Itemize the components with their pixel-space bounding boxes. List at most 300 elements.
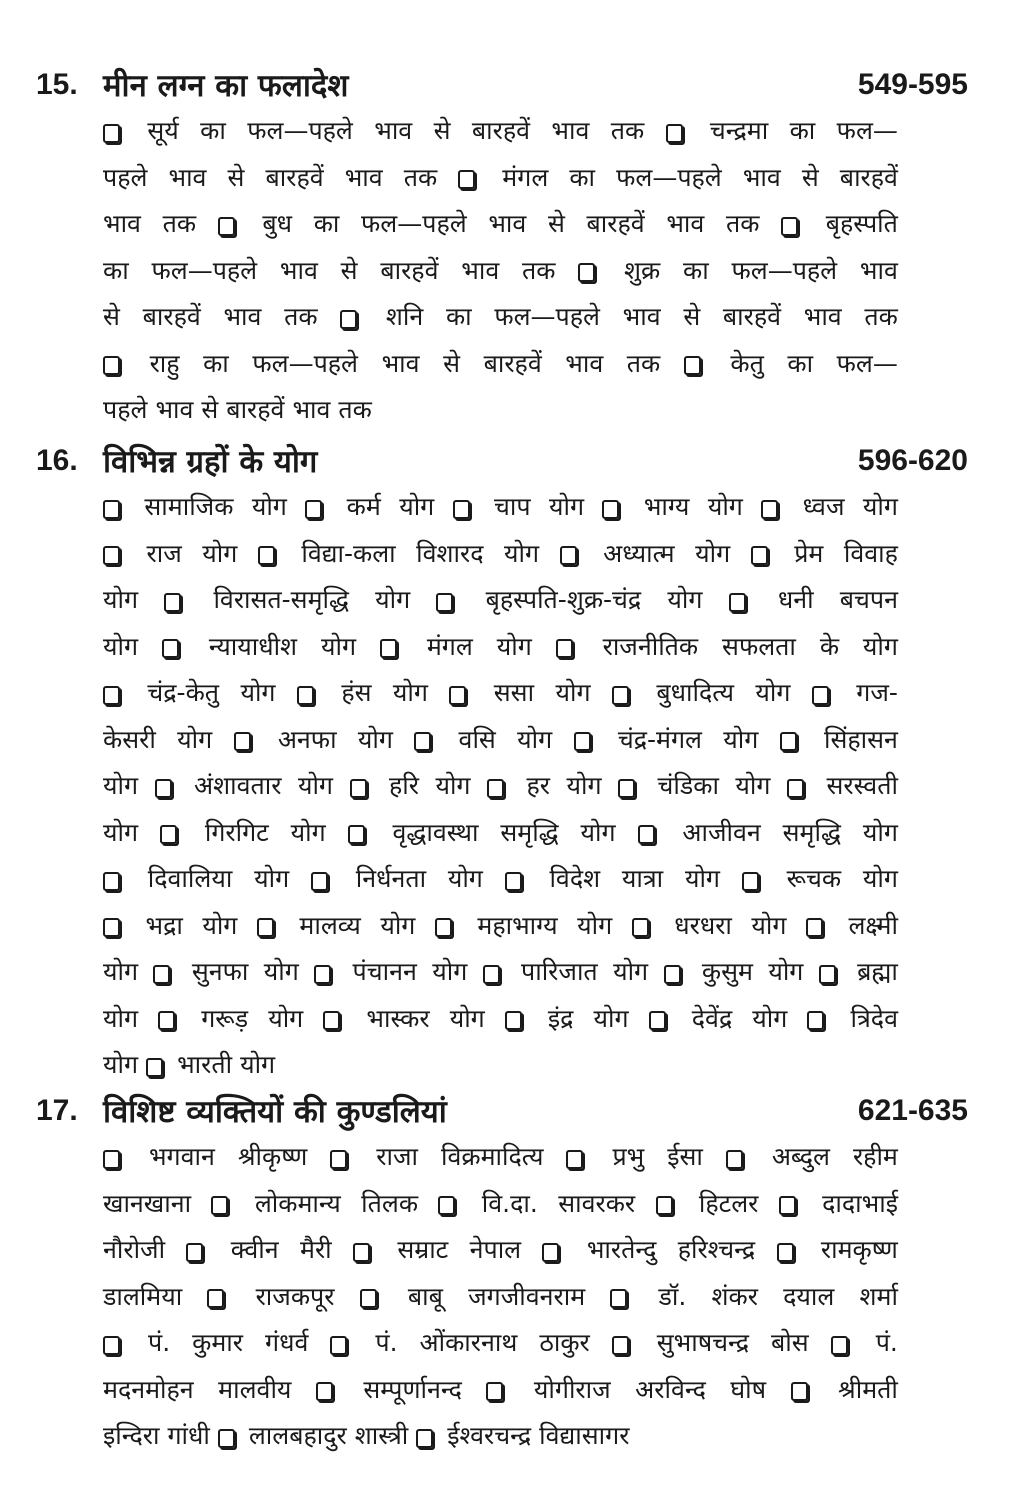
word: योग [735, 771, 771, 800]
bullet-box-icon [103, 872, 120, 891]
bullet-box-icon [726, 1150, 743, 1169]
word: बारहवें [142, 302, 201, 331]
text-line [103, 387, 898, 434]
word: इंद्र [547, 1003, 574, 1033]
bullet-box-icon [602, 500, 619, 519]
section-title: विभिन्न ग्रहों के योग [103, 444, 318, 480]
word: बारहवें [722, 302, 782, 331]
word: विवाह [843, 538, 898, 568]
bullet-box-icon [103, 356, 120, 375]
word: पारिजात [521, 957, 598, 986]
word: योग [555, 678, 591, 707]
word: योग [297, 771, 334, 800]
bullet-box-icon [812, 686, 829, 705]
word: अरविन्द [635, 1374, 706, 1404]
word: भाव [223, 302, 262, 331]
text-line [103, 670, 898, 717]
word: बृहस्पति-शुक्र-चंद्र [485, 585, 642, 614]
word: गंधर्व [265, 1328, 309, 1357]
section-heading [0, 62, 1010, 110]
bullet-box-icon [323, 1011, 340, 1030]
word: तक [284, 302, 318, 331]
text-line [103, 294, 898, 341]
bullet-box-icon [729, 593, 746, 612]
text-line [103, 903, 898, 950]
word: का [103, 255, 129, 285]
word: राहु [149, 348, 180, 378]
word: योग [435, 771, 471, 800]
word: योग [392, 678, 428, 707]
bullet-box-icon [819, 965, 836, 984]
word: विद्या-कला [301, 538, 396, 568]
page-range: 596-620 [857, 444, 968, 477]
word: बारहवें [586, 209, 645, 238]
word: रामकृष्ण [820, 1235, 898, 1264]
bullet-box-icon [350, 779, 367, 798]
word: डालमिया [103, 1281, 183, 1311]
word: योग [290, 817, 326, 847]
word: न्यायाधीश [208, 631, 298, 661]
word: योग [202, 910, 238, 940]
word: प्रभु [612, 1142, 645, 1171]
word: समृद्धि [500, 817, 559, 847]
word: कर्म [346, 492, 381, 521]
word: डॉ. [658, 1281, 687, 1311]
word: योग [751, 910, 787, 940]
word: गरूड़ [201, 1003, 249, 1033]
word: योग [496, 631, 532, 661]
word: घोष [730, 1374, 767, 1404]
bullet-box-icon [207, 1289, 224, 1308]
word: धनी [777, 585, 814, 614]
word: से [443, 348, 460, 378]
word: निर्धनता [355, 864, 427, 893]
word: योग [580, 817, 616, 847]
word: योग [449, 1003, 485, 1033]
word: तक [403, 162, 438, 192]
word: योग [251, 492, 287, 521]
word: सफलता [722, 631, 796, 661]
word: बुधादित्य [656, 678, 734, 707]
word: ब्रह्मा [857, 957, 898, 986]
word: शुक्र [624, 255, 661, 285]
text-line [103, 856, 898, 903]
word: योग [752, 1003, 788, 1033]
word: योग [566, 771, 602, 800]
word: से [103, 302, 120, 331]
word: योग [862, 864, 898, 893]
word: भद्रा [145, 910, 183, 940]
bullet-box-icon [103, 1336, 120, 1355]
word: ठाकुर [539, 1328, 590, 1357]
section-number: 17. [36, 1094, 78, 1127]
bullet-box-icon [186, 1243, 203, 1262]
bullet-box-icon [486, 1382, 503, 1401]
bullet-box-icon [258, 546, 275, 565]
bullet-box-icon [779, 1196, 796, 1215]
bullet-box-icon [742, 872, 759, 891]
word: तक [610, 116, 645, 145]
bullet-box-icon [807, 1011, 824, 1030]
word: त्रिदेव [850, 1003, 898, 1033]
word: अध्यात्म [603, 538, 675, 568]
word: भाव [666, 209, 705, 238]
bullet-box-icon [257, 918, 274, 937]
bullet-box-icon [566, 1150, 583, 1169]
word: भाव [103, 209, 141, 238]
word: योग [103, 631, 139, 661]
bullet-box-icon [314, 965, 331, 984]
word: केतु [730, 348, 764, 378]
word: बारहवें [471, 116, 531, 145]
word: योग [177, 724, 213, 754]
word: योग [399, 492, 435, 521]
word: इन्दिरा [103, 1421, 160, 1450]
bullet-box-icon [780, 732, 797, 751]
word: बचपन [839, 585, 898, 614]
word: पं. [375, 1328, 398, 1357]
word: का [200, 116, 226, 145]
word: योग [862, 631, 898, 661]
word: योग [695, 538, 731, 568]
bullet-box-icon [330, 1336, 347, 1355]
word: योग [504, 538, 540, 568]
word: प्रेम [794, 538, 824, 568]
word: वृद्धावस्था [392, 817, 479, 847]
word: पहले [103, 162, 148, 192]
word: कुसुम [701, 957, 753, 986]
word: विद्यासागर [539, 1421, 630, 1450]
word: राज [146, 538, 182, 568]
word: मालवीय [218, 1374, 292, 1404]
word: सिंहासन [823, 724, 898, 754]
word: सुनफा [191, 957, 249, 986]
bullet-box-icon [103, 686, 120, 705]
word: लालबहादुर [248, 1421, 347, 1450]
word: सावरकर [558, 1188, 636, 1218]
word: बारहवें [380, 255, 439, 285]
bullet-box-icon [218, 1429, 235, 1448]
word: सुभाषचन्द्र [656, 1328, 750, 1357]
word: के [819, 631, 840, 661]
word: दयाल [783, 1281, 835, 1311]
word: योग [263, 957, 299, 986]
word: हरि [388, 771, 419, 800]
word: योग [103, 585, 139, 614]
word: क्वीन [230, 1235, 279, 1264]
word: हरिश्चन्द्र [677, 1235, 756, 1264]
word: बारहवें [265, 162, 324, 192]
bullet-box-icon [578, 263, 595, 282]
word: समृद्धि [782, 817, 841, 847]
word: चंद्र-केतु [147, 678, 220, 707]
bullet-box-icon [781, 217, 798, 236]
word: पं. [148, 1328, 171, 1357]
bullet-box-icon [103, 124, 120, 143]
word: सम्पूर्णानन्द [363, 1374, 462, 1404]
bullet-box-icon [505, 872, 522, 891]
word: से [340, 255, 358, 285]
bullet-box-icon [103, 918, 120, 937]
section-number: 15. [36, 68, 78, 101]
word: फल—पहले [361, 209, 467, 238]
text-line [103, 108, 898, 155]
word: हर [526, 771, 550, 800]
word: का [789, 116, 816, 145]
text-line [103, 484, 898, 531]
word: ईश्वरचन्द्र [447, 1421, 532, 1450]
section-body [103, 484, 898, 1089]
word: मालव्य [299, 910, 361, 940]
word: योग [103, 771, 139, 800]
word: अब्दुल [771, 1142, 830, 1171]
word: ससा [493, 678, 535, 707]
word: चंद्र-मंगल [617, 724, 702, 754]
word: बारहवें [839, 162, 898, 192]
bullet-box-icon [664, 965, 681, 984]
word: योग [103, 1050, 139, 1079]
bullet-box-icon [164, 593, 181, 612]
section-body [103, 1134, 898, 1460]
word: अंशावतार [194, 771, 282, 800]
bullet-box-icon [453, 500, 470, 519]
bullet-box-icon [574, 732, 591, 751]
word: फल— [836, 116, 898, 145]
word: फल—पहले [252, 348, 359, 378]
word: फल—पहले [731, 255, 838, 285]
word: फल— [836, 348, 898, 378]
section-heading [0, 438, 1010, 486]
word: मंगल [426, 631, 473, 661]
text-line [103, 201, 898, 248]
word: धरधरा [674, 910, 732, 940]
word: फल—पहले [616, 162, 722, 192]
word: गांधी [167, 1421, 210, 1450]
section-heading [0, 1088, 1010, 1136]
text-line [103, 155, 898, 202]
text-line [103, 341, 898, 388]
word: तिलक [361, 1188, 419, 1218]
word: योग [202, 538, 238, 568]
bullet-box-icon [483, 965, 500, 984]
word: भाव [742, 162, 781, 192]
bullet-box-icon [806, 918, 823, 937]
word: योग [862, 492, 898, 521]
section-title: विशिष्ट व्यक्तियों की कुण्डलियां [103, 1094, 447, 1130]
word: योग [577, 910, 613, 940]
bullet-box-icon [542, 1243, 559, 1262]
word: से [201, 395, 219, 424]
text-line [103, 1413, 898, 1460]
bullet-box-icon [638, 825, 655, 844]
word: तक [162, 209, 197, 238]
text-line [103, 1181, 898, 1228]
word: भाव [374, 116, 413, 145]
word: विक्रमादित्य [441, 1142, 544, 1171]
word: योग [755, 678, 791, 707]
word: मंगल [502, 162, 549, 192]
bullet-box-icon [761, 500, 778, 519]
word: का [313, 209, 340, 238]
text-line [103, 763, 898, 810]
word: योगीराज [533, 1374, 611, 1404]
word: फल—पहले [151, 255, 258, 285]
word: भारतेन्दु [586, 1235, 657, 1264]
word: तक [864, 302, 898, 331]
word: भाव [803, 302, 842, 331]
word: से [801, 162, 819, 192]
word: गज- [856, 678, 898, 707]
section-body [103, 108, 898, 434]
bullet-box-icon [435, 918, 452, 937]
text-line [103, 624, 898, 671]
word: अनफा [277, 724, 337, 754]
text-line [103, 1227, 898, 1274]
word: का [683, 255, 709, 285]
word: बृहस्पति [825, 209, 898, 238]
word: जगजीवनराम [468, 1281, 586, 1311]
word: पंचानन [352, 957, 417, 986]
word: भारती [177, 1050, 233, 1079]
word: बारहवें [226, 395, 285, 424]
word: योग [268, 1003, 304, 1033]
word: श्रीकृष्ण [237, 1142, 308, 1171]
bullet-box-icon [153, 965, 170, 984]
word: योग [723, 724, 759, 754]
word: वि.दा. [481, 1188, 538, 1218]
word: ईसा [667, 1142, 703, 1171]
text-line [103, 949, 898, 996]
word: से [683, 302, 701, 331]
word: हंस [341, 678, 372, 707]
word: भाव [859, 255, 898, 285]
word: हिटलर [698, 1188, 759, 1218]
bullet-box-icon [340, 310, 357, 329]
bullet-box-icon [330, 1150, 347, 1169]
bullet-box-icon [158, 1011, 175, 1030]
word: से [433, 116, 451, 145]
bullet-box-icon [777, 1243, 794, 1262]
word: वसि [458, 724, 496, 754]
word: खानखाना [103, 1188, 192, 1218]
word: से [547, 209, 565, 238]
word: तक [338, 395, 372, 424]
word: योग [447, 864, 483, 893]
bullet-box-icon [656, 1196, 673, 1215]
word: शर्मा [859, 1281, 898, 1311]
word: चाप [494, 492, 531, 521]
word: बाबू [407, 1281, 443, 1311]
text-line [103, 248, 898, 295]
word: का [569, 162, 596, 192]
word: भाव [344, 162, 383, 192]
word: चन्द्रमा [709, 116, 769, 145]
word: ओंकारनाथ [419, 1328, 518, 1357]
word: नौरोजी [103, 1235, 166, 1264]
word: रूचक [786, 864, 842, 893]
word: दिवालिया [147, 864, 233, 893]
word: से [227, 162, 245, 192]
bullet-box-icon [787, 779, 804, 798]
word: बोस [771, 1328, 809, 1357]
bullet-box-icon [438, 1196, 455, 1215]
word: योग [593, 1003, 629, 1033]
bullet-box-icon [360, 1289, 377, 1308]
word: भाव [488, 209, 527, 238]
bullet-box-icon [162, 639, 179, 658]
bullet-box-icon [487, 779, 504, 798]
bullet-box-icon [103, 500, 120, 519]
section-number: 16. [36, 444, 78, 477]
word: राजनीतिक [602, 631, 699, 661]
bullet-box-icon [305, 500, 322, 519]
word: भाव [279, 255, 318, 285]
text-line [103, 717, 898, 764]
text-line [103, 577, 898, 624]
word: योग [432, 957, 468, 986]
word: केसरी [103, 724, 156, 754]
text-line [103, 1367, 898, 1414]
word: मैरी [300, 1235, 332, 1264]
word: योग [613, 957, 649, 986]
word: बुध [262, 209, 293, 238]
bullet-box-icon [556, 639, 573, 658]
bullet-box-icon [160, 825, 177, 844]
text-line [103, 996, 898, 1043]
word: सम्राट [397, 1235, 449, 1264]
bullet-box-icon [458, 170, 475, 189]
bullet-box-icon [155, 779, 172, 798]
bullet-box-icon [666, 124, 683, 143]
bullet-box-icon [414, 732, 431, 751]
word: देवेंद्र [691, 1003, 733, 1033]
bullet-box-icon [649, 1011, 666, 1030]
word: बारहवें [483, 348, 542, 378]
bullet-box-icon [316, 1382, 333, 1401]
word: कुमार [192, 1328, 244, 1357]
word: विदेश [549, 864, 601, 893]
word: यात्रा [621, 864, 664, 893]
text-line [103, 1134, 898, 1181]
word: राजकपूर [255, 1281, 335, 1311]
word: विशारद [416, 538, 484, 568]
word: योग [320, 631, 357, 661]
word: का [203, 348, 229, 378]
word: भास्कर [366, 1003, 430, 1033]
word: योग [549, 492, 585, 521]
bullet-box-icon [297, 686, 314, 705]
bullet-box-icon [311, 872, 328, 891]
word: तक [725, 209, 760, 238]
word: भाव [565, 348, 604, 378]
word: तक [626, 348, 661, 378]
page-range: 621-635 [857, 1094, 968, 1127]
word: का [787, 348, 814, 378]
word: मदनमोहन [103, 1374, 194, 1404]
bullet-box-icon [353, 1243, 370, 1262]
word: राजा [376, 1142, 419, 1171]
bullet-box-icon [436, 593, 453, 612]
text-line [103, 1320, 898, 1367]
text-line [103, 810, 898, 857]
word: योग [103, 1003, 139, 1033]
word: योग [684, 864, 720, 893]
bullet-box-icon [103, 1150, 120, 1169]
word: दादाभाई [822, 1188, 898, 1218]
word: चंडिका [657, 771, 719, 800]
word: योग [103, 957, 139, 986]
text-line [103, 531, 898, 578]
